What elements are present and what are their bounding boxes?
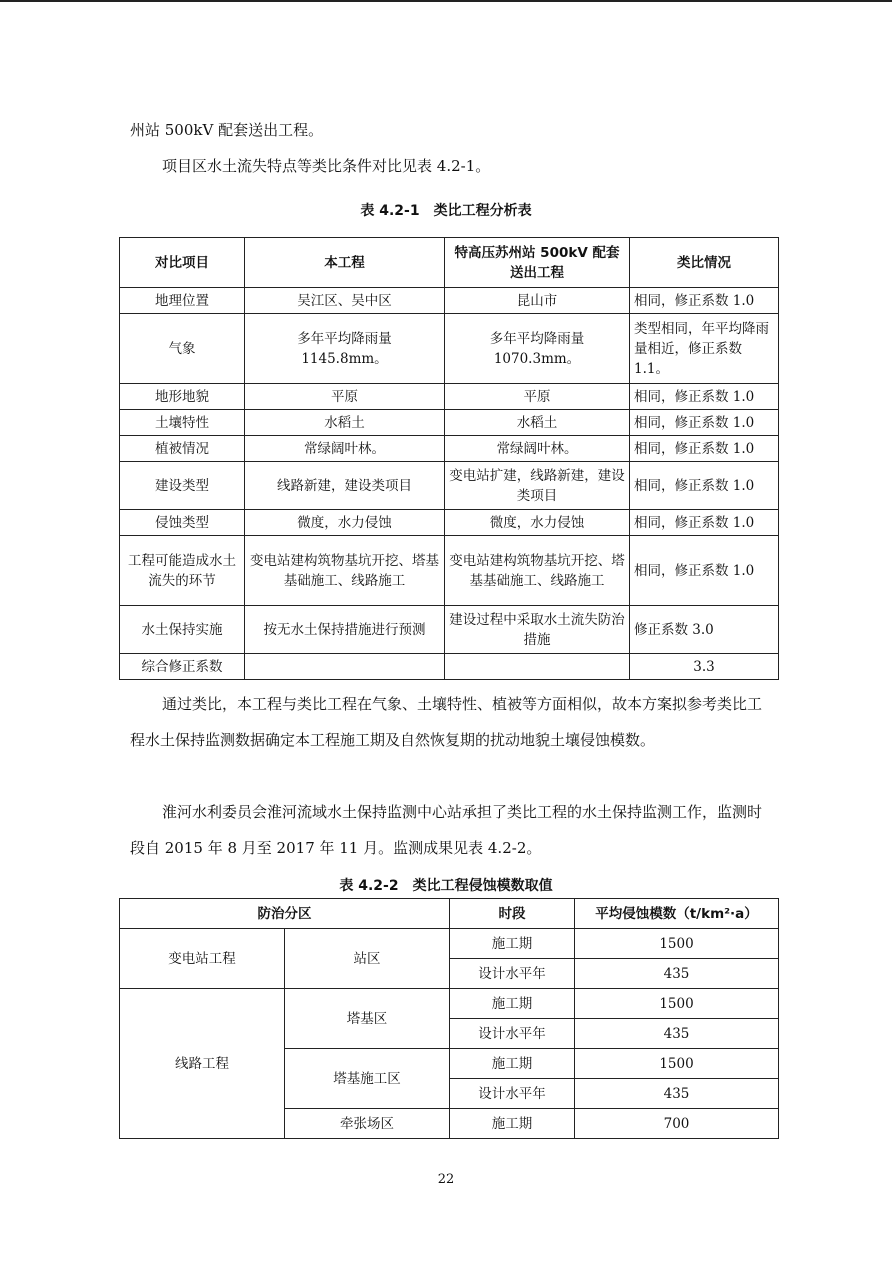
table-cell: 微度，水力侵蚀 bbox=[245, 510, 445, 536]
table-cell: 设计水平年 bbox=[450, 1019, 575, 1049]
table-row bbox=[120, 384, 779, 410]
table-cell: 常绿阔叶林。 bbox=[245, 436, 445, 462]
table-cell: 变电站扩建，线路新建，建设类项目 bbox=[445, 462, 630, 510]
table-cell: 435 bbox=[575, 959, 779, 989]
table-cell: 吴江区、吴中区 bbox=[245, 288, 445, 314]
page-number: 22 bbox=[437, 1172, 455, 1187]
intro-line-1: 州站 500kV 配套送出工程。 bbox=[130, 121, 324, 139]
table-cell: 3.3 bbox=[630, 654, 779, 680]
table-cell: 施工期 bbox=[450, 989, 575, 1019]
table-row bbox=[120, 436, 779, 462]
table-cell: 1500 bbox=[575, 929, 779, 959]
header-cell: 特高压苏州站 500kV 配套送出工程 bbox=[445, 238, 630, 288]
table-row bbox=[120, 410, 779, 436]
table-cell: 设计水平年 bbox=[450, 959, 575, 989]
table-cell: 侵蚀类型 bbox=[120, 510, 245, 536]
table-cell bbox=[445, 654, 630, 680]
table-cell: 1500 bbox=[575, 989, 779, 1019]
table-cell: 牵张场区 bbox=[285, 1109, 450, 1139]
table-cell: 相同，修正系数 1.0 bbox=[630, 436, 779, 462]
table-row bbox=[120, 462, 779, 510]
table-cell: 气象 bbox=[120, 314, 245, 384]
table-cell: 水稻土 bbox=[245, 410, 445, 436]
table-cell: 435 bbox=[575, 1079, 779, 1109]
table-cell: 修正系数 3.0 bbox=[630, 606, 779, 654]
comparison-table bbox=[119, 237, 779, 680]
table-row bbox=[120, 654, 779, 680]
table-row bbox=[120, 606, 779, 654]
table-cell: 相同，修正系数 1.0 bbox=[630, 536, 779, 606]
table-cell: 平原 bbox=[245, 384, 445, 410]
table-cell: 相同，修正系数 1.0 bbox=[630, 410, 779, 436]
table-cell: 昆山市 bbox=[445, 288, 630, 314]
table-cell: 建设过程中采取水土流失防治措施 bbox=[445, 606, 630, 654]
table-cell: 多年平均降雨量 1145.8mm。 bbox=[245, 314, 445, 384]
table2-caption: 表 4.2-2 类比工程侵蚀模数取值 bbox=[339, 878, 553, 894]
table1-caption: 表 4.2-1 类比工程分析表 bbox=[360, 203, 532, 219]
table-cell: 微度，水力侵蚀 bbox=[445, 510, 630, 536]
table-cell bbox=[245, 654, 445, 680]
table-cell: 工程可能造成水土流失的环节 bbox=[120, 536, 245, 606]
header-cell: 本工程 bbox=[245, 238, 445, 288]
intro-line-2: 项目区水土流失特点等类比条件对比见表 4.2-1。 bbox=[162, 157, 491, 175]
table-cell: 塔基区 bbox=[285, 989, 450, 1049]
table-cell: 平原 bbox=[445, 384, 630, 410]
table-cell: 站区 bbox=[285, 929, 450, 989]
table-cell: 建设类型 bbox=[120, 462, 245, 510]
table-row bbox=[120, 314, 779, 384]
paragraph-1: 通过类比，本工程与类比工程在气象、土壤特性、植被等方面相似，故本方案拟参考类比工程水土保持监测数据确定本工程施工期及自然恢复期的扰动地貌土壤侵蚀模数。 bbox=[130, 695, 763, 749]
header-cell: 类比情况 bbox=[630, 238, 779, 288]
header-cell: 平均侵蚀模数（t/km²·a） bbox=[575, 899, 779, 929]
header-cell: 对比项目 bbox=[120, 238, 245, 288]
table-row bbox=[120, 510, 779, 536]
table-cell: 施工期 bbox=[450, 929, 575, 959]
table-row bbox=[120, 989, 779, 1019]
table-cell: 水稻土 bbox=[445, 410, 630, 436]
table-cell: 变电站工程 bbox=[120, 929, 285, 989]
table-header-row bbox=[120, 238, 779, 288]
table-cell: 435 bbox=[575, 1019, 779, 1049]
table-cell: 按无水土保持措施进行预测 bbox=[245, 606, 445, 654]
paragraph-2: 淮河水利委员会淮河流域水土保持监测中心站承担了类比工程的水土保持监测工作，监测时段自 2015 年 8 月至 2017 年 11 月。监测成果见表 4.2-2。 bbox=[130, 803, 763, 857]
table-row bbox=[120, 536, 779, 606]
table-cell: 1500 bbox=[575, 1049, 779, 1079]
table-cell: 植被情况 bbox=[120, 436, 245, 462]
table-cell: 土壤特性 bbox=[120, 410, 245, 436]
table-cell: 类型相同，年平均降雨量相近，修正系数 1.1。 bbox=[630, 314, 779, 384]
erosion-modulus-table bbox=[119, 898, 779, 1139]
table-cell: 700 bbox=[575, 1109, 779, 1139]
table-cell: 地形地貌 bbox=[120, 384, 245, 410]
table-cell: 多年平均降雨量 1070.3mm。 bbox=[445, 314, 630, 384]
table-header-row bbox=[120, 899, 779, 929]
table-cell: 变电站建构筑物基坑开挖、塔基基础施工、线路施工 bbox=[445, 536, 630, 606]
table-cell: 水土保持实施 bbox=[120, 606, 245, 654]
header-cell: 时段 bbox=[450, 899, 575, 929]
table-cell: 线路新建，建设类项目 bbox=[245, 462, 445, 510]
table-cell: 相同，修正系数 1.0 bbox=[630, 384, 779, 410]
top-rule bbox=[0, 0, 892, 2]
table-cell: 相同，修正系数 1.0 bbox=[630, 462, 779, 510]
header-cell: 防治分区 bbox=[120, 899, 450, 929]
table-cell: 塔基施工区 bbox=[285, 1049, 450, 1109]
table-cell: 地理位置 bbox=[120, 288, 245, 314]
table-cell: 相同，修正系数 1.0 bbox=[630, 510, 779, 536]
table-cell: 变电站建构筑物基坑开挖、塔基基础施工、线路施工 bbox=[245, 536, 445, 606]
table-row bbox=[120, 288, 779, 314]
table-cell: 常绿阔叶林。 bbox=[445, 436, 630, 462]
table-cell: 相同，修正系数 1.0 bbox=[630, 288, 779, 314]
table-row bbox=[120, 929, 779, 959]
table-cell: 施工期 bbox=[450, 1109, 575, 1139]
table-cell: 线路工程 bbox=[120, 989, 285, 1139]
table-cell: 设计水平年 bbox=[450, 1079, 575, 1109]
table-cell: 综合修正系数 bbox=[120, 654, 245, 680]
table-cell: 施工期 bbox=[450, 1049, 575, 1079]
